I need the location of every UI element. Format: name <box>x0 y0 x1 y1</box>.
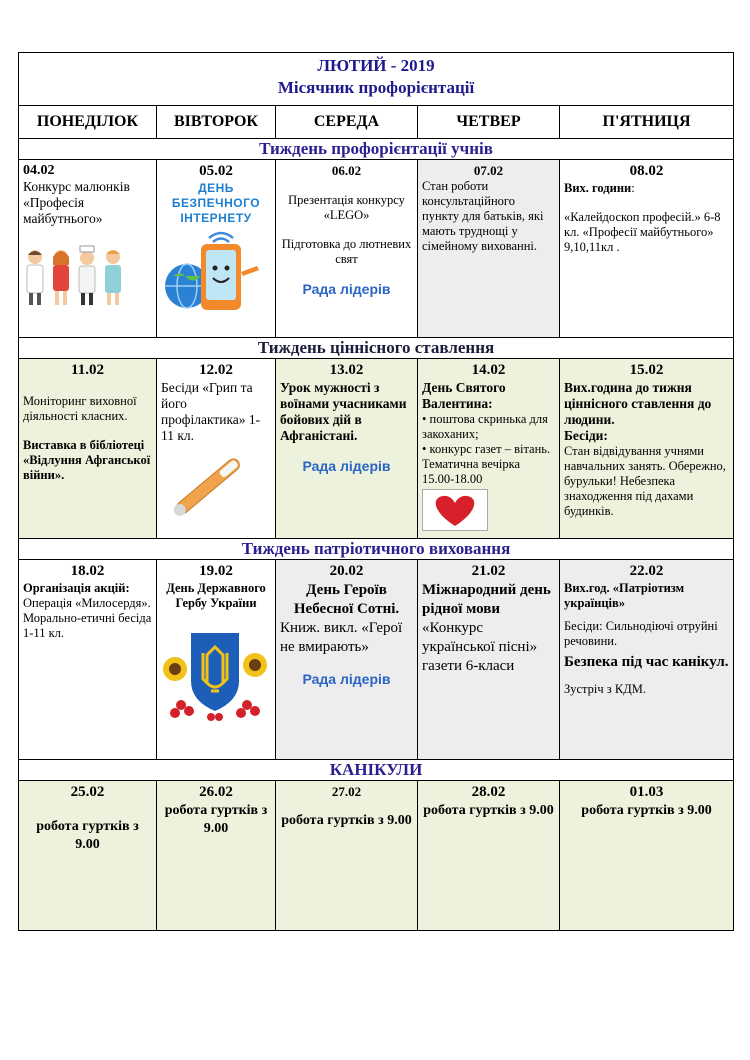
wed3-text: Книж. викл. «Герої не вмирають» <box>280 620 403 655</box>
day-thursday: ЧЕТВЕР <box>418 106 560 139</box>
date-22-02: 22.02 <box>629 563 664 579</box>
cell-26-02 <box>157 781 276 931</box>
day-header-row <box>19 106 734 139</box>
date-08-02: 08.02 <box>629 163 664 179</box>
fri3-safe: Безпека під час канікул. <box>564 654 729 670</box>
week3-title: Тиждень патріотичного виховання <box>19 539 734 560</box>
wed3-rada: Рада лідерів <box>302 671 391 687</box>
cell-14-02 <box>418 359 560 539</box>
mon4-text: робота гуртків з 9.00 <box>36 819 139 852</box>
cell-21-02 <box>418 560 560 760</box>
day-monday: ПОНЕДІЛОК <box>19 106 157 139</box>
tablet-mascot-icon <box>201 244 259 310</box>
calendar-table <box>18 52 734 931</box>
date-12-02: 12.02 <box>199 362 233 378</box>
date-01-03: 01.03 <box>629 784 664 800</box>
safe-internet-line3: ІНТЕРНЕТУ <box>180 211 252 225</box>
date-21-02: 21.02 <box>471 563 506 579</box>
date-04-02: 04.02 <box>23 163 55 178</box>
fri-label: Вих. години <box>564 181 632 195</box>
mon3-label: Організація акцій: <box>23 581 130 595</box>
date-25-02: 25.02 <box>70 784 105 800</box>
cell-22-02 <box>560 560 734 760</box>
date-14-02: 14.02 <box>471 362 506 378</box>
thu2-item2: • конкурс газет – вітань. Тематична вечірка 15.00-18.00 <box>422 442 551 486</box>
date-05-02: 05.02 <box>199 163 233 179</box>
week2-title: Тиждень ціннісного ставлення <box>19 338 734 359</box>
cell-13-02 <box>276 359 418 539</box>
cell-07-02 <box>418 160 560 338</box>
cell-08-02: 08.02 Вих. години: «Калейдоскоп професій.» 6-8 кл. «Професії майбутнього» 9,10,11кл . <box>560 160 734 338</box>
week1-title: Тиждень профорієнтації учнів <box>19 139 734 160</box>
date-11-02: 11.02 <box>71 362 104 378</box>
day-tuesday: ВІВТОРОК <box>157 106 276 139</box>
cell-12-02 <box>157 359 276 539</box>
wed-rada: Рада лідерів <box>302 281 391 297</box>
fri4-text: робота гуртків з 9.00 <box>581 803 712 818</box>
date-18-02: 18.02 <box>70 563 105 579</box>
thu3-text2: газети 6-класи <box>422 658 515 674</box>
thu3-title: Міжнародний день рідної мови <box>422 582 551 617</box>
date-26-02: 26.02 <box>199 784 233 800</box>
ukraine-coat-of-arms-illustration <box>161 625 269 723</box>
mon2-text1: Моніторинг виховної діяльності класних. <box>23 394 137 423</box>
cell-11-02 <box>19 359 157 539</box>
title-cell <box>19 53 734 106</box>
person-nurse-icon <box>105 250 121 305</box>
wifi-icon <box>209 233 233 242</box>
date-28-02: 28.02 <box>471 784 506 800</box>
person-woman-icon <box>53 250 69 305</box>
thu4-text: робота гуртків з 9.00 <box>423 803 554 818</box>
date-07-02: 07.02 <box>473 163 504 178</box>
tue4-text: робота гуртків з 9.00 <box>164 803 268 836</box>
cell-05-02 <box>157 160 276 338</box>
fri2-text2: Стан відвідування учнями навчальних занять. Обережно, бурульки! Небезпека знаходження під дахами будинків. <box>564 444 726 518</box>
fri-text: «Калейдоскоп професій.» 6-8 кл. «Професії майбутнього» 9,10,11кл . <box>564 210 721 254</box>
wed2-text: Урок мужності з воїнами учасниками бойових дій в Афганістані. <box>280 380 407 443</box>
theme-title: Місячник профорієнтації <box>277 78 475 97</box>
day-wednesday: СЕРЕДА <box>276 106 418 139</box>
month-title: ЛЮТИЙ - 2019 <box>317 56 435 75</box>
thu3-text: «Конкурс української пісні» <box>422 620 538 655</box>
person-doctor-icon <box>27 250 43 305</box>
internet-mascot-illustration <box>161 228 269 320</box>
fri2-label: Бесіди: <box>564 428 608 443</box>
tue3-text: День Державного Гербу України <box>166 581 266 610</box>
tue2-text: Бесіди «Грип та його профілактика» 1-11 кл. <box>161 380 261 443</box>
fri2-text1: Вих.година до тижня ціннісного ставлення до людини. <box>564 380 712 427</box>
cell-06-02 <box>276 160 418 338</box>
thu2-item1: • поштова скринька для закоханих; <box>422 412 548 441</box>
safe-internet-line1: ДЕНЬ <box>198 181 234 195</box>
cell-01-03 <box>560 781 734 931</box>
cell-25-02 <box>19 781 157 931</box>
cell-15-02 <box>560 359 734 539</box>
professions-illustration <box>23 245 133 307</box>
fri3-text2: Зустріч з КДМ. <box>564 682 646 696</box>
date-13-02: 13.02 <box>329 362 364 378</box>
date-27-02: 27.02 <box>331 784 362 799</box>
fri3-text1: Бесіди: Сильнодіючі отруйні речовини. <box>564 619 718 648</box>
cell-27-02 <box>276 781 418 931</box>
mon3-text: Операція «Милосердя». Морально-етичні бесіда 1-11 кл. <box>23 596 152 640</box>
shield-icon <box>191 633 239 711</box>
fri3-label: Вих.год. «Патріотизм українців» <box>564 581 685 610</box>
cell-04-02 <box>19 160 157 338</box>
wed-text2: Підготовка до лютневих свят <box>281 237 412 266</box>
thu2-title: День Святого Валентина: <box>422 380 506 411</box>
date-20-02: 20.02 <box>329 563 364 579</box>
cell-19-02 <box>157 560 276 760</box>
person-chef-icon <box>79 246 95 305</box>
date-19-02: 19.02 <box>199 563 233 579</box>
cell-28-02 <box>418 781 560 931</box>
day-friday: П'ЯТНИЦЯ <box>560 106 734 139</box>
mon2-text2: Виставка в бібліотеці «Відлуння Афганської війни». <box>23 438 151 482</box>
week4-title: КАНІКУЛИ <box>19 760 734 781</box>
thu-text: Стан роботи консультаційного пункту для батьків, які мають труднощі у сімейному вихованні. <box>422 179 544 253</box>
cell-18-02 <box>19 560 157 760</box>
mon-text: Конкурс малюнків «Професія майбутнього» <box>23 179 130 226</box>
wed2-rada: Рада лідерів <box>302 458 391 474</box>
wed3-title: День Героїв Небесної Сотні. <box>293 582 400 617</box>
date-15-02: 15.02 <box>629 362 664 378</box>
safe-internet-line2: БЕЗПЕЧНОГО <box>171 196 261 210</box>
date-06-02: 06.02 <box>331 163 362 178</box>
thermometer-icon <box>161 450 261 520</box>
calendar-sheet <box>18 52 733 949</box>
cell-20-02 <box>276 560 418 760</box>
heart-icon <box>422 489 488 531</box>
wed4-text: робота гуртків з 9.00 <box>281 813 412 828</box>
wed-text1: Презентація конкурсу «LEGO» <box>288 193 405 222</box>
